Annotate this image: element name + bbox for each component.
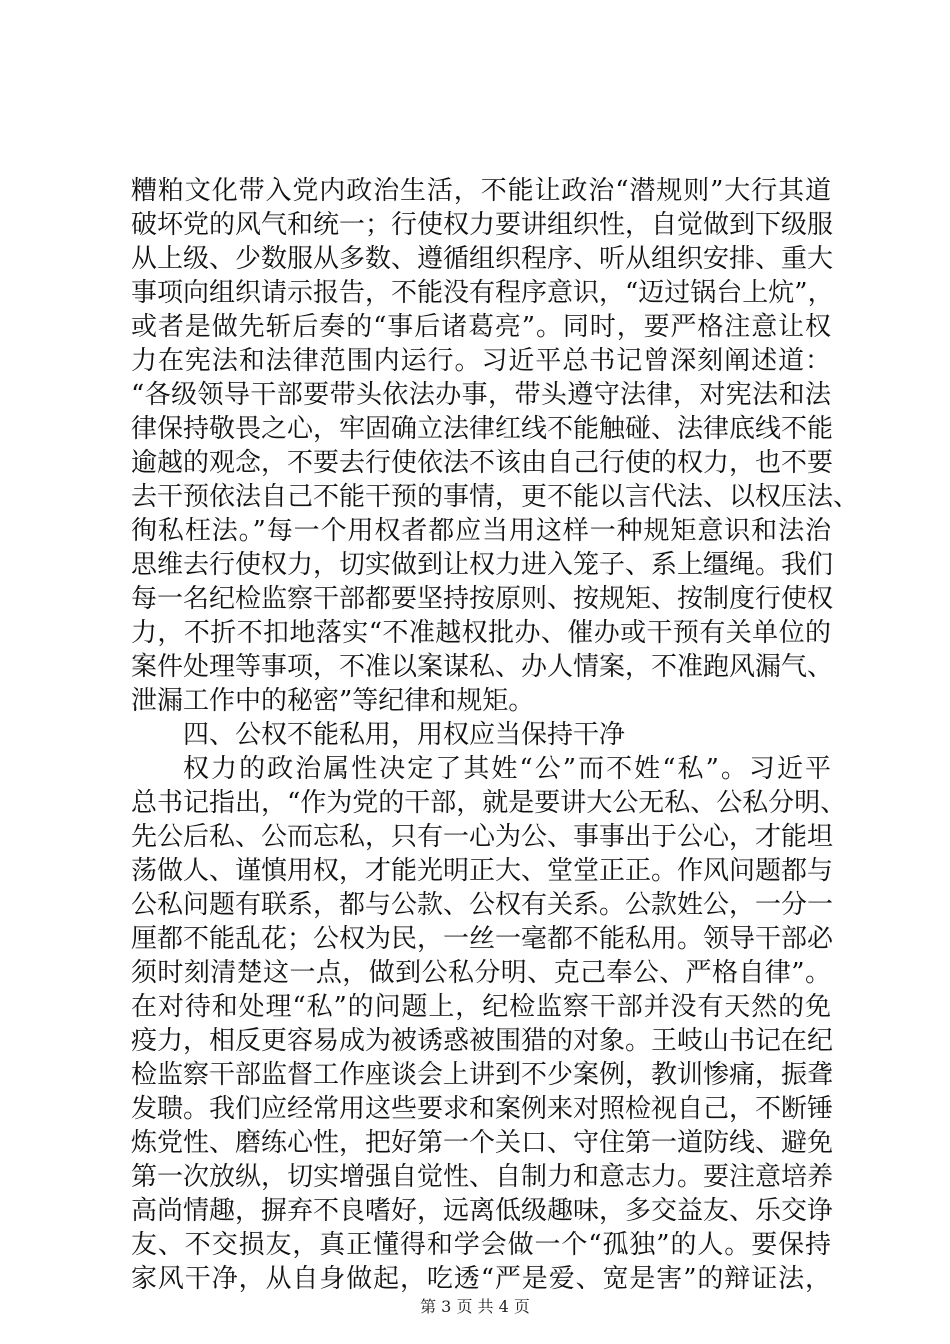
text-line: 家风干净，从自身做起，吃透“严是爱、宽是害”的辩证法，: [131, 1264, 831, 1294]
text-line: 高尚情趣，摒弃不良嗜好，远离低级趣味，多交益友、乐交诤: [131, 1196, 834, 1226]
text-line: 事项向组织请示报告，不能没有程序意识，“迈过锅台上炕”，: [131, 278, 834, 308]
text-line: 破坏党的风气和统一；行使权力要讲组织性，自觉做到下级服: [131, 210, 834, 240]
section-heading: 四、公权不能私用，用权应当保持干净: [183, 720, 626, 750]
text-line: 在对待和处理“私”的问题上，纪检监察干部并没有天然的免: [131, 992, 831, 1022]
text-line: 力，不折不扣地落实“不准越权批办、催办或干预有关单位的: [131, 618, 831, 648]
text-line: 权力的政治属性决定了其姓“公”而不姓“私”。习近平: [183, 754, 831, 784]
text-line: 律保持敬畏之心，牢固确立法律红线不能触碰、法律底线不能: [131, 414, 834, 444]
text-line: 公私问题有联系，都与公款、公权有关系。公款姓公，一分一: [131, 890, 834, 920]
text-line: 糟粕文化带入党内政治生活，不能让政治“潜规则”大行其道: [131, 176, 831, 206]
text-line: 案件处理等事项，不准以案谋私、办人情案，不准跑风漏气、: [131, 652, 834, 682]
text-line: 厘都不能乱花；公权为民，一丝一毫都不能私用。领导干部必: [131, 924, 834, 954]
text-line: 或者是做先斩后奏的“事后诸葛亮”。同时，要严格注意让权: [131, 312, 831, 342]
text-line: 总书记指出，“作为党的干部，就是要讲大公无私、公私分明、: [131, 788, 847, 818]
text-line: 先公后私、公而忘私，只有一心为公、事事出于公心，才能坦: [131, 822, 834, 852]
text-line: “各级领导干部要带头依法办事，带头遵守法律，对宪法和法: [131, 380, 831, 410]
text-line: 从上级、少数服从多数、遵循组织程序、听从组织安排、重大: [131, 244, 834, 274]
text-line: 逾越的观念，不要去行使依法不该由自己行使的权力，也不要: [131, 448, 834, 478]
text-line: 发聩。我们应经常用这些要求和案例来对照检视自己，不断锤: [131, 1094, 834, 1124]
text-line: 荡做人、谨慎用权，才能光明正大、堂堂正正。作风问题都与: [131, 856, 834, 886]
text-line: 友、不交损友，真正懂得和学会做一个“孤独”的人。要保持: [131, 1230, 831, 1260]
text-line: 炼党性、磨练心性，把好第一个关口、守住第一道防线、避免: [131, 1128, 834, 1158]
page-number: 第 3 页 共 4 页: [420, 1297, 530, 1316]
text-line: 徇私枉法。”每一个用权者都应当用这样一种规矩意识和法治: [131, 516, 831, 546]
text-line: 力在宪法和法律范围内运行。习近平总书记曾深刻阐述道：: [131, 346, 831, 376]
text-line: 第一次放纵，切实增强自觉性、自制力和意志力。要注意培养: [131, 1162, 834, 1192]
text-line: 每一名纪检监察干部都要坚持按原则、按规矩、按制度行使权: [131, 584, 834, 614]
text-line: 检监察干部监督工作座谈会上讲到不少案例，教训惨痛，振聋: [131, 1060, 834, 1090]
text-line: 疫力，相反更容易成为被诱惑被围猎的对象。王岐山书记在纪: [131, 1026, 834, 1056]
text-line: 泄漏工作中的秘密”等纪律和规矩。: [131, 686, 535, 716]
text-line: 去干预依法自己不能干预的事情，更不能以言代法、以权压法、: [131, 482, 860, 512]
body-text: [131, 174, 860, 1296]
page-footer: [0, 1297, 950, 1317]
text-line: 思维去行使权力，切实做到让权力进入笼子、系上缰绳。我们: [131, 550, 834, 580]
text-line: 须时刻清楚这一点，做到公私分明、克己奉公、严格自律”。: [131, 958, 831, 988]
